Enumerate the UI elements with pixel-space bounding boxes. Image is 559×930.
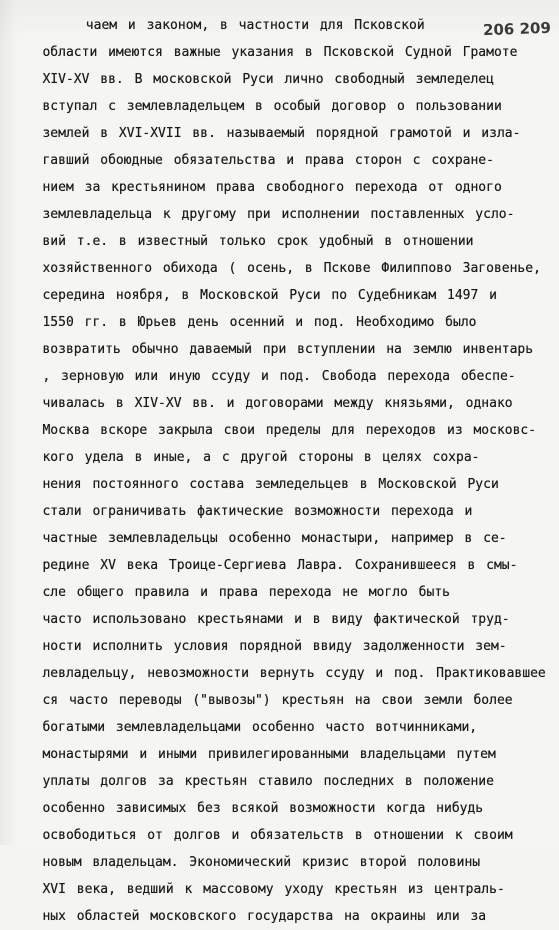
text-line: редине XV века Троице-Сергиева Лавра. Сохранившееся в смы- <box>10 558 518 573</box>
text-line: уплаты долгов за крестьян ставило последних в положение <box>10 774 494 789</box>
text-line: нием за крестьянином права свободного перехода от одного <box>10 180 502 195</box>
typed-text-body <box>10 12 555 930</box>
text-line: XVI века, ведший к массовому уходу крестьян из централь- <box>10 882 505 897</box>
text-line: землей в XVI-XVII вв. называемый порядной грамотой и изла- <box>10 126 521 141</box>
text-line: вступал с землевладельцем в особый договор о пользовании <box>10 99 502 114</box>
text-line: ся часто переводы ("вывозы") крестьян на свои земли более <box>10 693 513 708</box>
text-line: богатыми землевладельцами особенно часто вотчинниками, <box>10 720 478 735</box>
text-line: Москва вскоре закрыла свои пределы для переходов из московс- <box>10 423 537 438</box>
text-line: возвратить обычно даваемый при вступлении на землю инвентарь <box>10 342 534 357</box>
text-line: 1550 гг. в Юрьев день осенний и под. Необходимо было <box>10 315 477 330</box>
text-line: середина ноября, в Московской Руси по Судебникам 1497 и <box>10 288 497 303</box>
text-line: вий т.е. в известный только срок удобный в отношении <box>10 234 474 249</box>
text-line: нения постоянного состава земледельцев в Московской Руси <box>10 477 499 492</box>
text-line: хозяйственного обихода ( осень, в Пскове Филиппово Заговенье, <box>10 261 541 276</box>
text-line: освободиться от долгов и обязательств в отношении к своим <box>10 828 513 843</box>
text-line: ных областей московского государства на окраины или за <box>10 909 487 924</box>
text-line: области имеются важные указания в Псковской Судной Грамоте <box>10 45 518 60</box>
text-line: ности исполнить условия порядной ввиду задолженности зем- <box>10 639 507 654</box>
text-line: новым владельцам. Экономический кризис второй половины <box>10 855 481 870</box>
text-line: левладельцу, невозможности вернуть ссуду и под. Практиковавшее <box>10 666 546 681</box>
text-line: , зерновую или иную ссуду и под. Свобода перехода обеспе- <box>10 369 516 384</box>
text-line: XIV-XV вв. В московской Руси лично свободный земледелец <box>10 72 494 87</box>
text-line: сле общего правила и права перехода не могло быть <box>10 585 450 600</box>
text-line: чаем и законом, в частности для Псковской <box>10 18 425 33</box>
text-line: монастырями и иными привилегированными владельцами путем <box>10 747 496 762</box>
text-line: гавший обоюдные обязательства и права сторон с сохране- <box>10 153 494 168</box>
text-line: чивалась в XIV-XV вв. и договорами между князьями, однако <box>10 396 513 411</box>
text-line: землевладельца к другому при исполнении поставленных усло- <box>10 207 515 222</box>
text-line: кого удела в иные, а с другой стороны в целях сохра- <box>10 450 480 465</box>
text-line: частные землевладельцы особенно монастыри, например в се- <box>10 531 507 546</box>
page-number: 206 209 <box>482 18 552 40</box>
text-line: часто использовано крестьянами и в виду фактической труд- <box>10 612 510 627</box>
text-line: особенно зависимых без всякой возможности когда нибудь <box>10 801 484 816</box>
text-line: стали ограничивать фактические возможности перехода и <box>10 504 473 519</box>
